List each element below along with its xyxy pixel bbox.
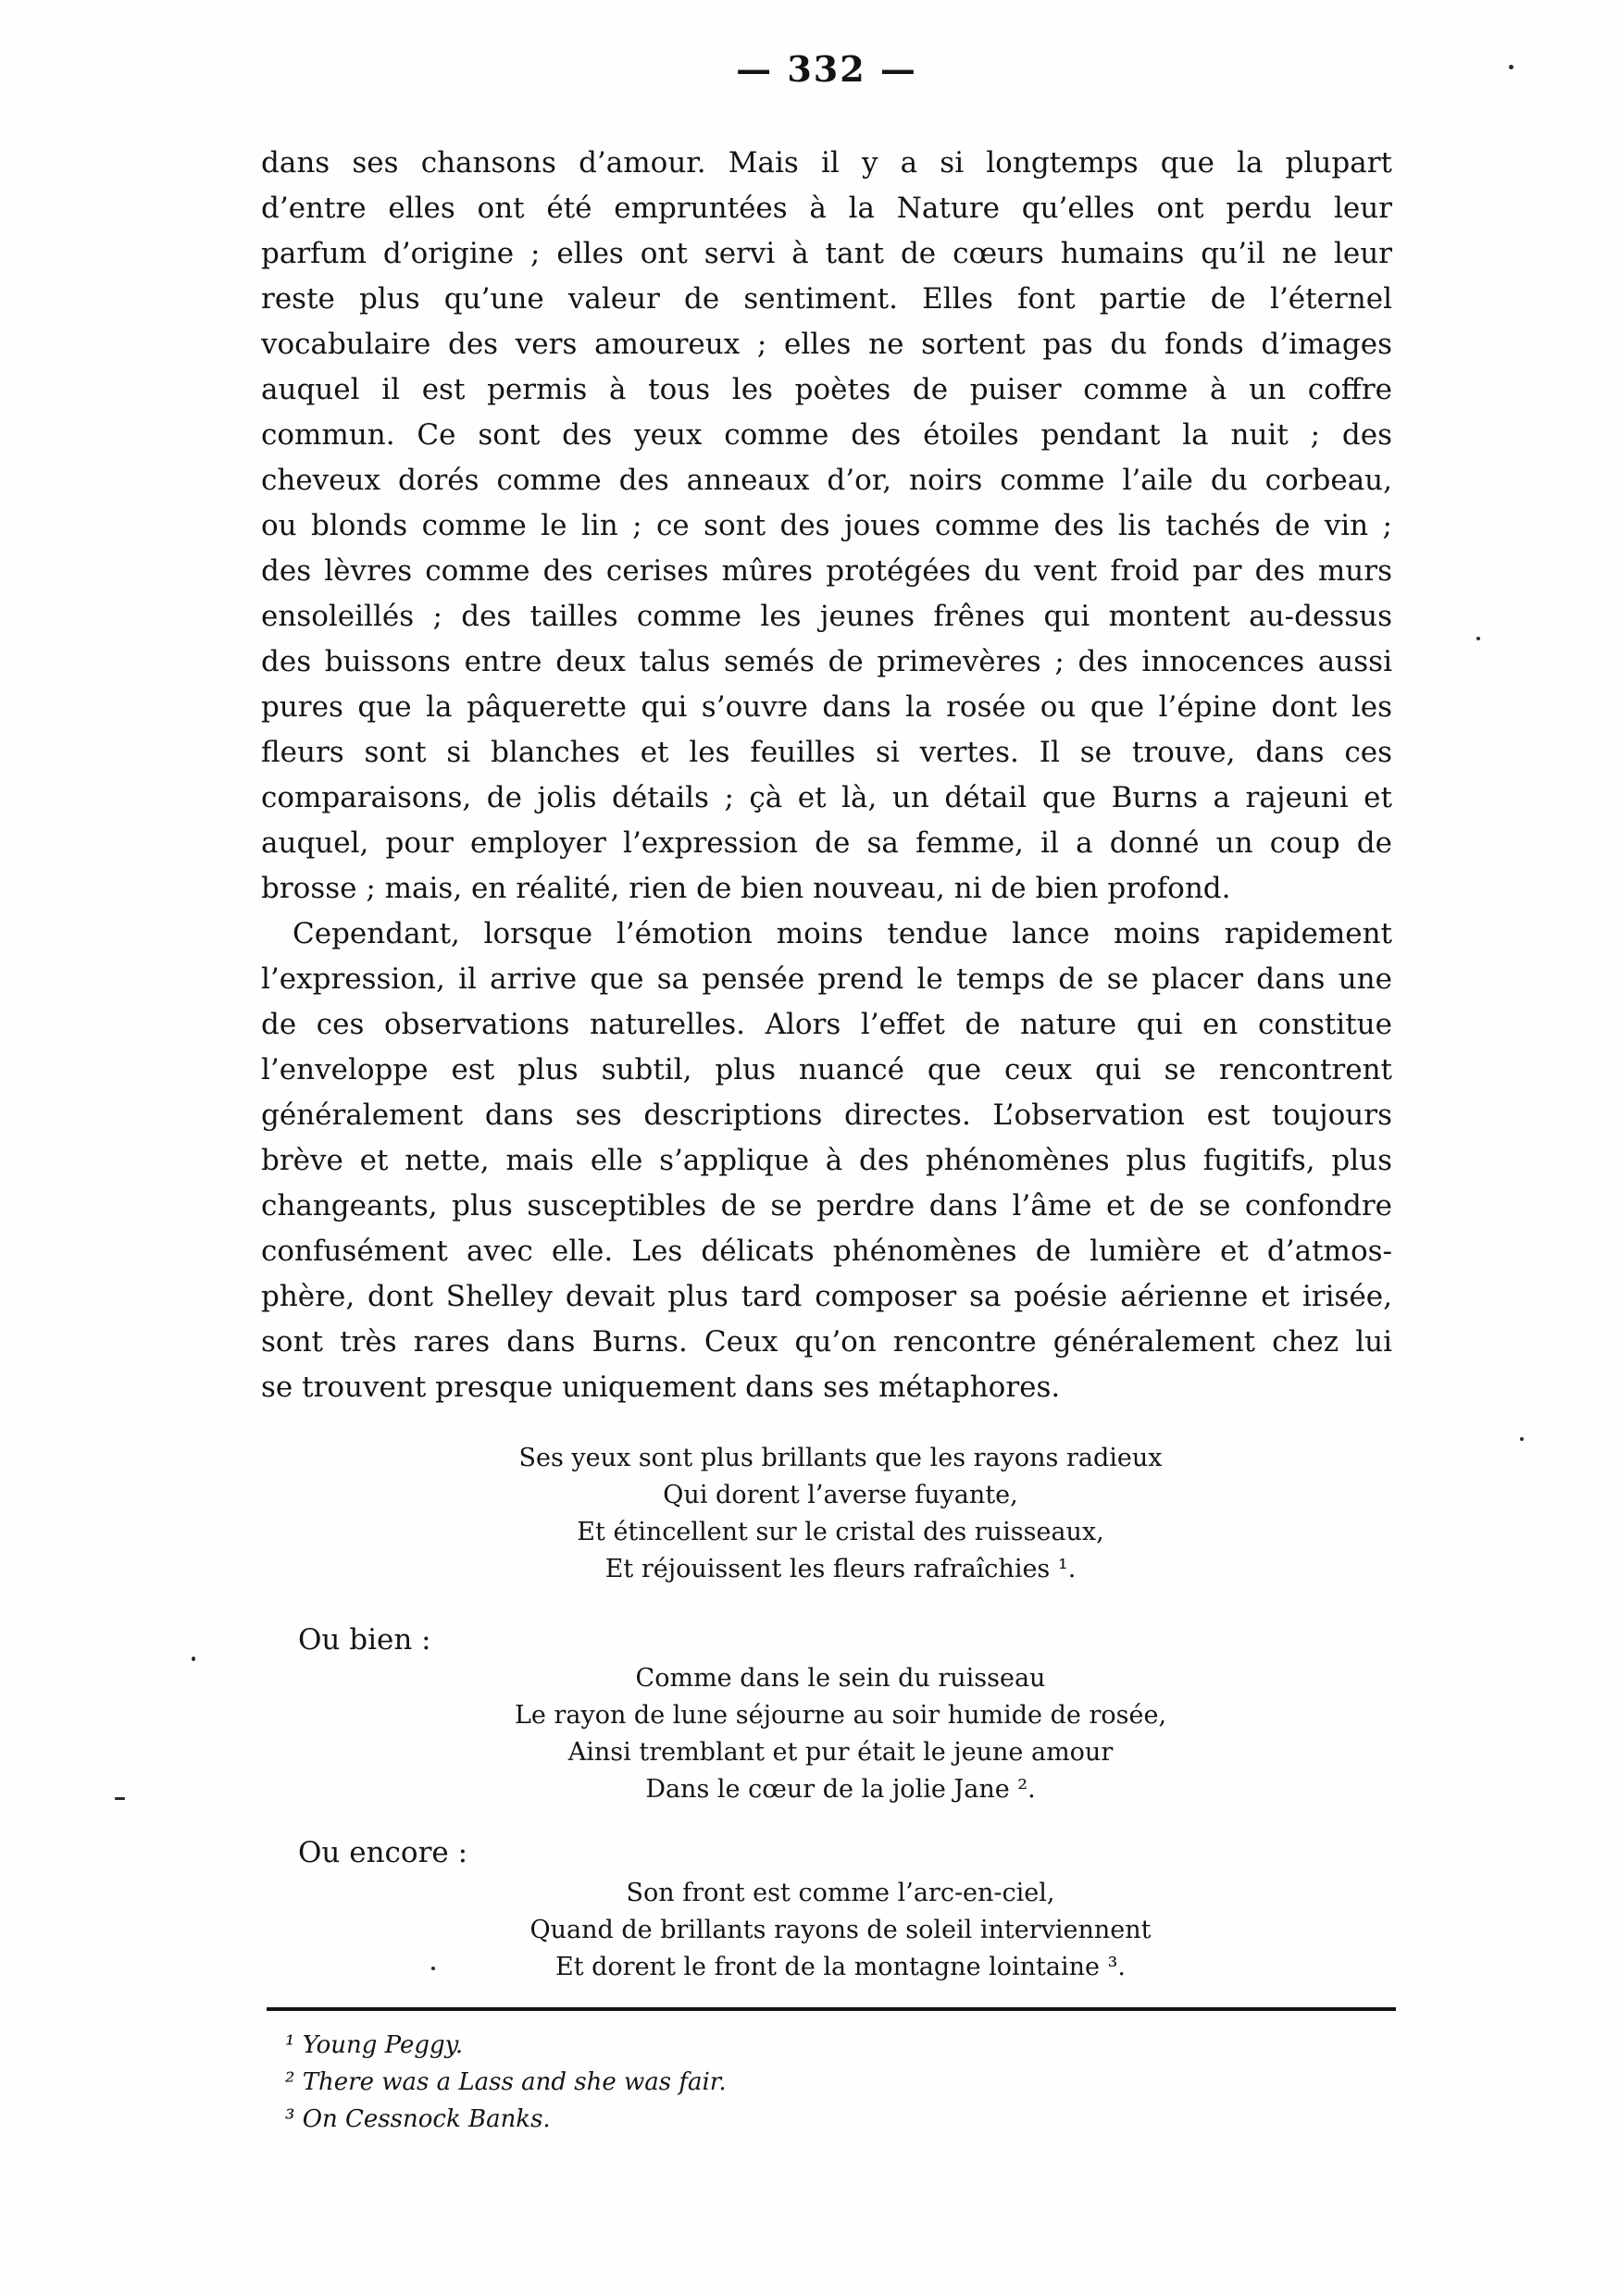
- verse-line: Comme dans le sein du ruisseau: [635, 1664, 1046, 1693]
- scan-speck: [192, 1657, 195, 1661]
- body-line: auquel il est permis à tous les poètes de puiser comme à un coffre: [261, 373, 1392, 406]
- body-line: commun. Ce sont des yeux comme des étoiles pendant la nuit ; des: [261, 418, 1392, 452]
- body-line: parfum d’origine ; elles ont servi à tant de cœurs humains qu’il ne leur: [261, 237, 1392, 270]
- body-line: phère, dont Shelley devait plus tard composer sa poésie aérienne et irisée,: [261, 1280, 1392, 1313]
- verse-line: Et étincellent sur le cristal des ruisseaux,: [577, 1518, 1104, 1546]
- scan-speck: [431, 1967, 435, 1970]
- body-line: l’enveloppe est plus subtil, plus nuancé que ceux qui se rencontrent: [261, 1053, 1392, 1086]
- footnote-item: ² There was a Lass and she was fair.: [285, 2068, 727, 2096]
- verse-line: Ses yeux sont plus brillants que les rayons radieux: [518, 1444, 1163, 1472]
- verse-line: Dans le cœur de la jolie Jane ².: [645, 1775, 1036, 1804]
- verse-line: Le rayon de lune séjourne au soir humide de rosée,: [514, 1701, 1167, 1730]
- verse-quote-1: [275, 1440, 1406, 1588]
- body-line: des buissons entre deux talus semés de primevères ; des innocences aussi: [261, 645, 1392, 678]
- body-line: sont très rares dans Burns. Ceux qu’on rencontre généralement chez lui: [261, 1325, 1392, 1359]
- footnote-item: ³ On Cessnock Banks.: [285, 2105, 551, 2133]
- body-line: comparaisons, de jolis détails ; çà et là, un détail que Burns a rajeuni et: [261, 781, 1392, 814]
- body-line: confusément avec elle. Les délicats phénomènes de lumière et d’atmos-: [261, 1235, 1392, 1268]
- verse-line: Et réjouissent les fleurs rafraîchies ¹.: [604, 1555, 1077, 1583]
- verse-quote-2: [275, 1660, 1406, 1808]
- body-line: ensoleillés ; des tailles comme les jeunes frênes qui montent au-dessus: [261, 600, 1392, 633]
- body-line: l’expression, il arrive que sa pensée prend le temps de se placer dans une: [261, 962, 1392, 996]
- body-line: brosse ; mais, en réalité, rien de bien nouveau, ni de bien profond.: [261, 872, 1231, 905]
- scan-speck: [1509, 65, 1513, 69]
- paragraph-1: [261, 141, 1392, 912]
- footnotes-block: [285, 2027, 1392, 2138]
- paragraph-2: [261, 912, 1392, 1410]
- body-line: de ces observations naturelles. Alors l’effet de nature qui en constitue: [261, 1008, 1392, 1041]
- body-line: reste plus qu’une valeur de sentiment. Elles font partie de l’éternel: [261, 282, 1392, 316]
- body-line: changeants, plus susceptibles de se perdre dans l’âme et de se confondre: [261, 1189, 1392, 1222]
- body-line: pures que la pâquerette qui s’ouvre dans la rosée ou que l’épine dont les: [261, 690, 1392, 724]
- body-line: se trouvent presque uniquement dans ses métaphores.: [261, 1371, 1061, 1404]
- body-line: cheveux dorés comme des anneaux d’or, noirs comme l’aile du corbeau,: [261, 464, 1392, 497]
- body-line: généralement dans ses descriptions directes. L’observation est toujours: [261, 1098, 1392, 1132]
- body-line: dans ses chansons d’amour. Mais il y a si longtemps que la plupart: [261, 146, 1392, 180]
- body-line: des lèvres comme des cerises mûres protégées du vent froid par des murs: [261, 554, 1392, 588]
- scan-speck: [1476, 637, 1480, 640]
- verse-line: Qui dorent l’averse fuyante,: [663, 1481, 1018, 1509]
- body-line: vocabulaire des vers amoureux ; elles ne sortent pas du fonds d’images: [261, 328, 1392, 361]
- scan-speck: [1520, 1437, 1524, 1441]
- verse-line: Ainsi tremblant et pur était le jeune amour: [567, 1738, 1114, 1767]
- lead-in-ou-bien: Ou bien :: [298, 1623, 431, 1657]
- verse-line: Son front est comme l’arc-en-ciel,: [626, 1879, 1055, 1907]
- verse-line: Quand de brillants rayons de soleil interviennent: [529, 1916, 1152, 1944]
- scan-speck: [115, 1797, 125, 1800]
- body-line: auquel, pour employer l’expression de sa femme, il a donné un coup de: [261, 826, 1392, 860]
- body-line: fleurs sont si blanches et les feuilles si vertes. Il se trouve, dans ces: [261, 736, 1392, 769]
- body-line: Cependant, lorsque l’émotion moins tendue lance moins rapidement: [293, 917, 1392, 950]
- body-line: brève et nette, mais elle s’applique à des phénomènes plus fugitifs, plus: [261, 1144, 1392, 1177]
- footnote-divider: [267, 2007, 1396, 2011]
- main-text-block: [261, 141, 1392, 1410]
- body-line: d’entre elles ont été empruntées à la Nature qu’elles ont perdu leur: [261, 192, 1392, 225]
- verse-line: Et dorent le front de la montagne lointaine ³.: [554, 1953, 1126, 1981]
- verse-quote-3: [275, 1875, 1406, 1986]
- page-number: — 332 —: [736, 48, 917, 90]
- body-line: ou blonds comme le lin ; ce sont des joues comme des lis tachés de vin ;: [261, 509, 1392, 542]
- lead-in-ou-encore: Ou encore :: [298, 1836, 468, 1869]
- footnote-item: ¹ Young Peggy.: [285, 2031, 464, 2059]
